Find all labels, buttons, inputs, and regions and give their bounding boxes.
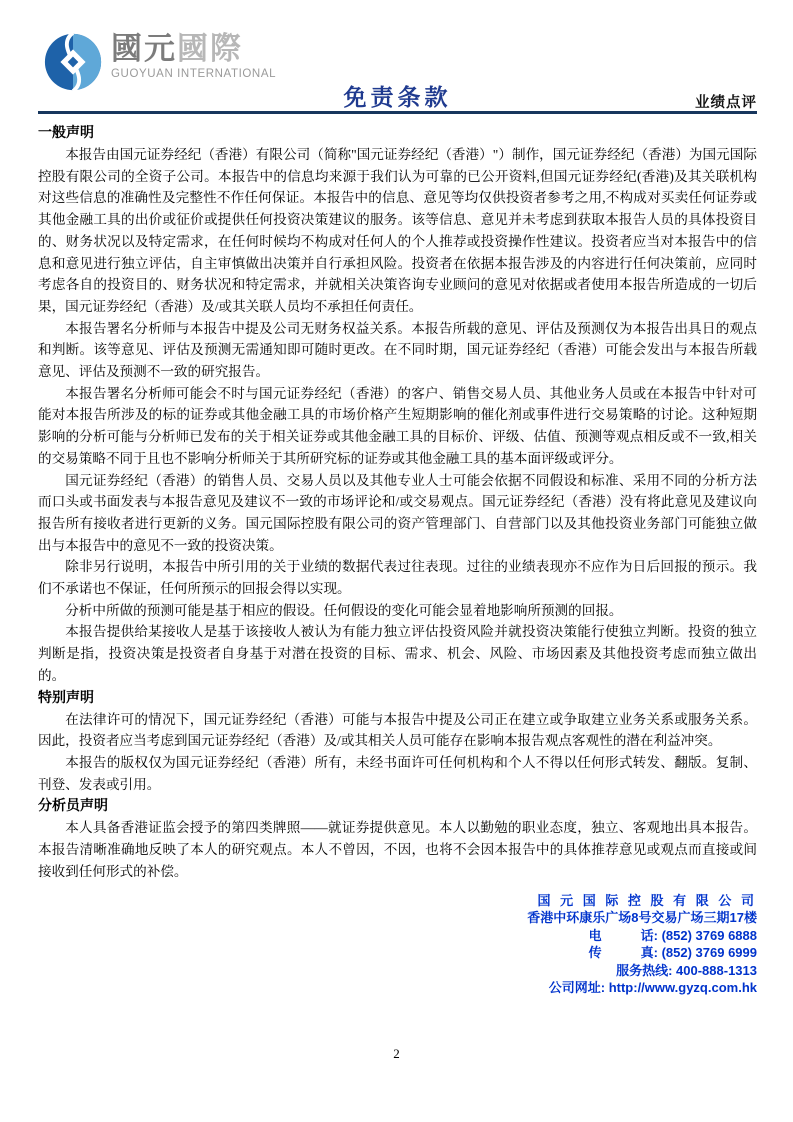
paragraph: 本报告署名分析师可能会不时与国元证券经纪（香港）的客户、销售交易人员、其他业务人员或在本报告中针对可能对本报告所涉及的标的证券或其他金融工具的市场价格产生短期影响的催化剂或事件进行交易策略的讨论。这种短期影响的分析可能与分析师已发布的关于相关证券或其他金融工具的目标价、评级、估值、预测等观点相反或不一致,相关的交易策略不同于且也不影响分析师关于其所研究标的证券或其他金融工具的基本面评级或评分。	[38, 385, 757, 466]
disclaimer-content	[38, 123, 757, 883]
logo-text	[111, 31, 276, 80]
footer-website-link[interactable]: http://www.gyzq.com.hk	[608, 980, 757, 996]
header-divider	[38, 111, 757, 114]
paragraph: 分析中所做的预测可能是基于相应的假设。任何假设的变化可能会显着地影响所预测的回报。	[65, 602, 623, 618]
footer-company-name: 国 元 国 际 控 股 有 限 公 司	[537, 892, 757, 908]
logo-en-text: GUOYUAN INTERNATIONAL	[111, 68, 277, 80]
footer-website-label: 公司网址:	[548, 980, 609, 996]
paragraph: 国元证券经纪（香港）的销售人员、交易人员以及其他专业人士可能会依据不同假设和标准、采用不同的分析方法而口头或书面发表与本报告意见及建议不一致的市场评论和/或交易观点。国元证券经纪（香港）没有将此意见及建议向报告所有接收者进行更新的义务。国元国际控股有限公司的资产管理部门、自营部门以及其他投资业务部门可能独立做出与本报告中的意见不一致的投资决策。	[38, 472, 757, 553]
footer-fax: 传 真: (852) 3769 6999	[588, 945, 757, 961]
paragraph: 本人具备香港证监会授予的第四类牌照——就证券提供意见。本人以勤勉的职业态度，独立、客观地出具本报告。本报告清晰准确地反映了本人的研究观点。本人不曾因，不因，也将不会因本报告中的具体推荐意见或观点而直接或间接收到任何形式的补偿。	[38, 820, 757, 879]
logo-cn-light: 國際	[177, 31, 243, 66]
section-heading-analyst-statement: 分析员声明	[38, 799, 108, 815]
logo-cn-text	[111, 31, 276, 67]
company-footer	[38, 892, 757, 998]
paragraph: 在法律许可的情况下，国元证券经纪（香港）可能与本报告中提及公司正在建立或争取建立业务关系或服务关系。因此，投资者应当考虑到国元证券经纪（香港）及/或其相关人员可能存在影响本报告观点客观性的潜在利益冲突。	[38, 711, 757, 749]
paragraph: 本报告的版权仅为国元证券经纪（香港）所有，未经书面许可任何机构和个人不得以任何形式转发、翻版。复制、刊登、发表或引用。	[38, 754, 757, 792]
page-title: 免责条款	[343, 85, 452, 110]
logo-cn-dark: 國元	[111, 31, 177, 66]
page-header	[38, 0, 757, 116]
footer-service-hotline: 服务热线: 400-888-1313	[616, 962, 757, 978]
paragraph: 本报告署名分析师与本报告中提及公司无财务权益关系。本报告所载的意见、评估及预测仅为本报告出具日的观点和判断。该等意见、评估及预测无需通知即可随时更改。在不同时期，国元证券经纪（香港）可能会发出与本报告所载意见、评估及预测不一致的研究报告。	[38, 320, 757, 380]
page-number: 2	[393, 1046, 400, 1061]
paragraph: 除非另行说明，本报告中所引用的关于业绩的数据代表过往表现。过往的业绩表现亦不应作为日后回报的预示。我们不承诺也不保证，任何所预示的回报会得以实现。	[38, 559, 757, 597]
paragraph: 本报告由国元证券经纪（香港）有限公司（简称"国元证券经纪（香港）"）制作，国元证券经纪（香港）为国元国际控股有限公司的全资子公司。本报告中的信息均来源于我们认为可靠的已公开资料,但国元证券经纪(香港)及其关联机构对这些信息的准确性及完整性不作任何保证。本报告中的信息、意见等均仅供投资者参考之用,不构成对买卖任何证券或其他金融工具的出价或征价或提供任何投资决策建议的服务。该等信息、意见并未考虑到获取本报告人员的具体投资目的、财务状况以及特定需求，在任何时候均不构成对任何人的个人推荐或投资操作性建议。投资者应当对本报告中的信息和意见进行独立评估，自主审慎做出决策并自行承担风险。投资者在依据本报告涉及的内容进行任何决策前，应同时考虑各自的投资目的、财务状况和特定需求，并就相关决策咨询专业顾问的意见对依据或者使用本报告所造成的一切后果，国元证券经纪（香港）及/或其关联人员均不承担任何责任。	[38, 147, 757, 314]
report-type-label: 业绩点评	[695, 95, 757, 111]
footer-telephone: 电 话: (852) 3769 6888	[588, 927, 757, 943]
footer-address: 香港中环康乐广场8号交易广场三期17楼	[527, 910, 757, 926]
paragraph: 本报告提供给某接收人是基于该接收人被认为有能力独立评估投资风险并就投资决策能行使独立判断。投资的独立判断是指，投资决策是投资者自身基于对潜在投资的目标、需求、机会、风险、市场因素及其他投资考虑而独立做出的。	[38, 624, 757, 683]
section-heading-special-statement: 特别声明	[38, 690, 94, 706]
footer-website-line	[38, 979, 757, 997]
section-heading-general-statement: 一般声明	[38, 126, 94, 141]
